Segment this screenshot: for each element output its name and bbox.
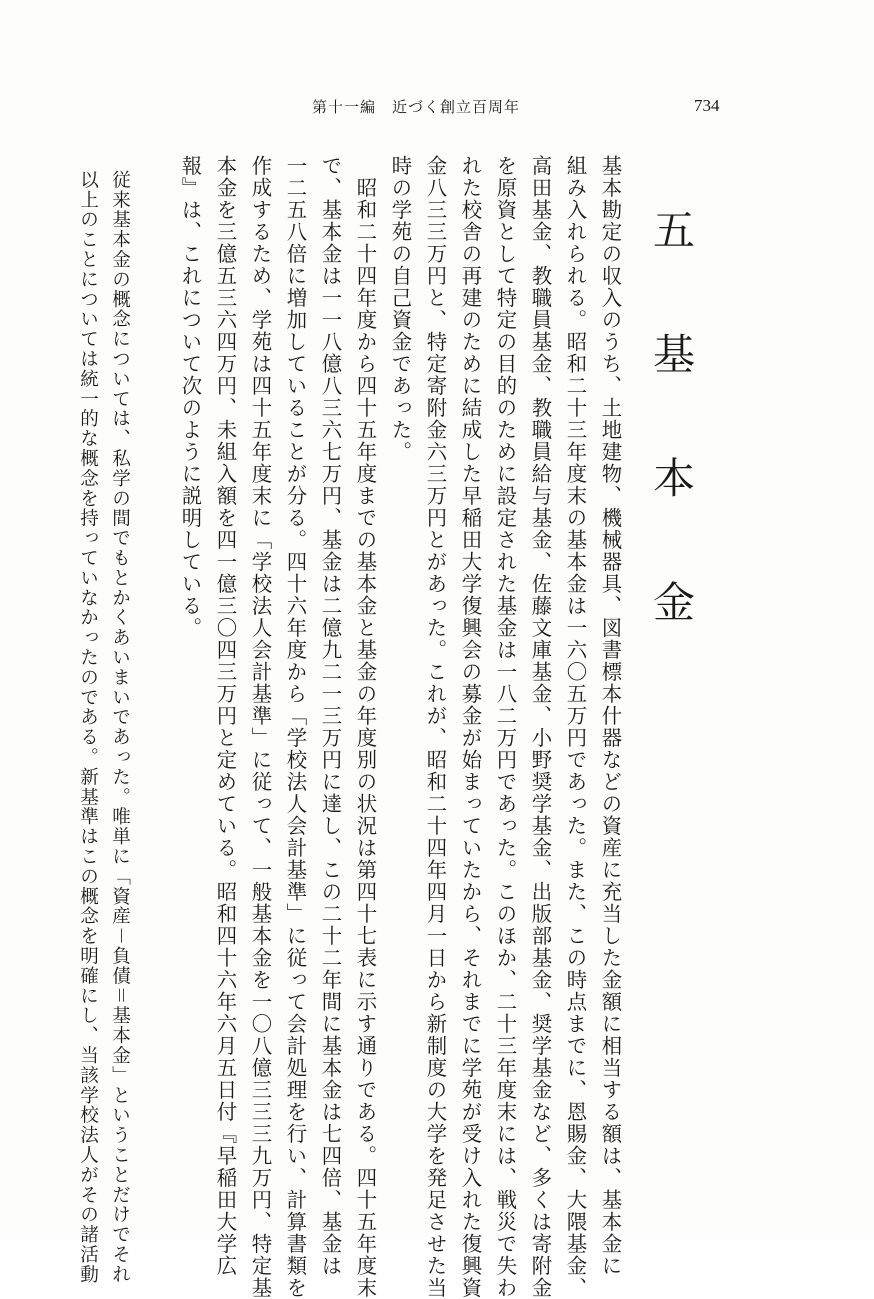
body-line: 時の学苑の自己資金であった。 (388, 155, 413, 463)
running-header: 第十一編 近づく創立百周年 (312, 98, 521, 116)
body-line: を原資として特定の目的のために設定された基金は一八二万円であった。このほか、二十三年度末には、戦災で失わ (493, 155, 518, 1299)
body-line: 高田基金、教職員基金、教職員給与基金、佐藤文庫基金、小野奨学基金、出版部基金、奨学基金など、多くは寄附金 (528, 155, 553, 1299)
quote-line: 従来基本金の概念については、私学の間でもとかくあいまいであった。唯単に「資産－負債＝基本金」ということだけでそれ (109, 170, 131, 1285)
body-line: 本金を三億五三六四万円、未組入額を四一億三〇四三万円と定めている。昭和四十六年六月五日付『早稲田大学広 (213, 155, 238, 1277)
section-title: 五 基 本 金 (647, 208, 696, 642)
page-number: 734 (694, 96, 720, 115)
body-line: 基本勘定の収入のうち、土地建物、機械器具、図書標本什器などの資産に充当した金額に相当する額は、基本金に (598, 155, 623, 1277)
body-line: 昭和二十四年度から四十五年度までの基本金と基金の年度別の状況は第四十七表に示す通りである。四十五年度末 (353, 155, 378, 1299)
quote-line: 以上のことについては統一的な概念を持っていなかったのである。新基準はこの概念を明確にし、当該学校法人がその諸活動 (77, 170, 99, 1285)
body-line: 報』は、これについて次のように説明している。 (178, 155, 203, 639)
body-line: 金八三三万円と、特定寄附金六三万円とがあった。これが、昭和二十四年四月一日から新制度の大学を発足させた当 (423, 155, 448, 1299)
body-line: 一二五八倍に増加していることが分る。四十六年度から「学校法人会計基準」に従って会計処理を行い、計算書類を (283, 155, 308, 1299)
body-line: 作成するため、学苑は四十五年度末に「学校法人会計基準」に従って、一般基本金を一〇八億三三三九万円、特定基 (248, 155, 273, 1299)
body-line: 組み入れられる。昭和二十三年度末の基本金は一六〇五万円であった。また、この時点までに、恩賜金、大隈基金、 (563, 155, 588, 1299)
body-line: れた校舎の再建のために結成した早稲田大学復興会の募金が始まっていたから、それまでに学苑が受け入れた復興資 (458, 155, 483, 1299)
body-line: で、基本金は一一八億八三六七万円、基金は二億九二一三万円に達し、この二十二年間に基本金は七四倍、基金は (318, 155, 343, 1277)
